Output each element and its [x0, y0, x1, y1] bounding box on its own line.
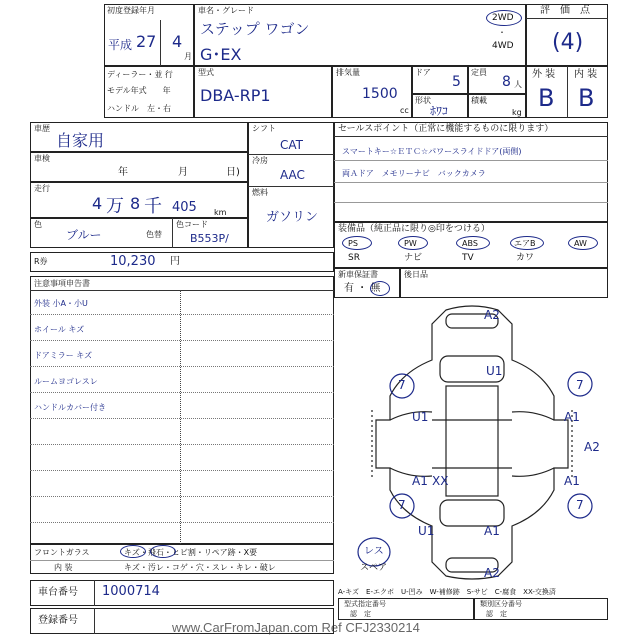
spare-text: スペア — [360, 563, 388, 573]
damage-legend: A-キズ E-エクボ U-凹み W-補修跡 S-サビ C-腐食 XX-交換済 — [338, 588, 556, 596]
damage-roof: U1 — [486, 364, 503, 378]
note-line-5: ハンドルカバー付き — [34, 403, 106, 412]
month-unit: 月 — [184, 52, 192, 61]
displacement-value: 1500 — [362, 86, 398, 102]
note-rule-line — [30, 418, 334, 419]
mileage-rest: 405 — [172, 200, 197, 215]
damage-right-front-tire: 7 — [576, 378, 584, 392]
first-reg-label: 初度登録年月 — [107, 6, 155, 15]
model-year-label: モデル年式 年 — [107, 86, 171, 95]
drive-4wd: 4WD — [492, 41, 514, 51]
usage-value: 自家用 — [56, 131, 105, 150]
capacity-unit: 人 — [514, 80, 522, 89]
note-rule-line — [30, 366, 334, 367]
note-line-3: ドアミラー キズ — [34, 351, 93, 360]
capacity-value: 8 — [502, 74, 511, 90]
km-unit: km — [214, 208, 227, 217]
chassis-label: 車台番号 — [38, 587, 78, 598]
capacity-label: 定員 — [471, 68, 487, 77]
equip-abs: ABS — [462, 239, 478, 248]
recycle-box — [30, 252, 334, 272]
type-label: 型式 — [198, 68, 214, 77]
note-rule-line — [30, 444, 334, 445]
mileage-sen: 千 — [144, 196, 162, 217]
damage-left-rear: A1 — [412, 474, 428, 488]
inspection-box — [30, 152, 248, 182]
mileage-4: 4 — [92, 194, 103, 213]
note-line-2: ホイール キズ — [34, 325, 85, 334]
displacement-label: 排気量 — [336, 68, 360, 77]
glass-front-label: フロントガラス — [34, 548, 90, 557]
damage-rear-left: U1 — [418, 524, 435, 538]
usage-label: 車歴 — [34, 124, 50, 133]
selling-point-2: 両Ａドア メモリーナビ バックカメラ — [342, 169, 486, 178]
shift-value: CAT — [280, 138, 303, 152]
notes-title: 注意事項申告書 — [34, 279, 90, 288]
type-spec-sub: 認 定 — [350, 610, 371, 618]
drive-2wd: 2WD — [492, 13, 514, 23]
selling-points-title: セールスポイント（正常に機能するものに限ります） — [338, 124, 554, 134]
equip-leather: カワ — [516, 253, 535, 263]
reg-number-label: 登録番号 — [38, 615, 78, 626]
damage-left-front-tire: 7 — [398, 378, 406, 392]
color-value: ブルー — [66, 228, 102, 242]
score-value: (4) — [552, 30, 584, 55]
exterior-grade: B — [538, 84, 555, 112]
handle-label: ハンドル 左・右 — [107, 104, 171, 113]
warranty-no-circle — [370, 281, 390, 296]
equip-navi: ナビ — [404, 253, 423, 263]
inspection-day: 日) — [226, 167, 240, 178]
door-value: 5 — [452, 74, 461, 90]
inspection-year: 年 — [118, 167, 128, 178]
interior-grade: B — [578, 84, 595, 112]
recycle-label: R券 — [34, 257, 48, 266]
glass-interior-label: 内 装 — [54, 563, 73, 572]
damage-right-rear: A1 — [564, 474, 580, 488]
shape-label: 形状 — [415, 96, 431, 105]
note-line-1: 外装 小A・小U — [34, 299, 88, 308]
color-label: 色 — [34, 220, 42, 229]
equip-ps: PS — [348, 239, 358, 248]
dealer-label: ディーラー・並 行 — [107, 70, 173, 79]
car-diagram — [336, 300, 608, 582]
watermark: www.CarFromJapan.com Ref CFJ2330214 — [172, 620, 420, 635]
damage-left-side: U1 — [412, 410, 429, 424]
warranty-value: 有 ・ 無 — [344, 283, 381, 294]
note-rule-line — [30, 314, 334, 315]
glass-front-value: キズ・飛石・ヒビ割・リペア跡・X要 — [124, 548, 258, 557]
damage-right-side-front: A1 — [564, 410, 580, 424]
damage-right-rear-tire: 7 — [576, 498, 584, 512]
reg-month: 4 — [172, 32, 183, 51]
damage-front-bumper: A2 — [484, 308, 500, 322]
note-rule-line — [30, 470, 334, 471]
reg-year: 27 — [136, 32, 157, 51]
reg-era: 平成 — [108, 38, 133, 52]
drive-dot: ・ — [498, 28, 506, 37]
car-grade: G･EX — [200, 45, 242, 64]
equip-pw: PW — [404, 239, 417, 248]
type-spec-label: 型式指定番号 — [344, 600, 386, 608]
equip-aw: AW — [574, 239, 587, 248]
note-rule-line — [30, 340, 334, 341]
fuel-label: 燃料 — [252, 188, 268, 197]
class-sub: 認 定 — [486, 610, 507, 618]
damage-rear-center: A1 — [484, 524, 500, 538]
glass-scratch-circle — [120, 545, 146, 558]
after-box — [400, 268, 608, 298]
shape-value: ﾎﾜｺ — [430, 104, 449, 118]
chassis-value: 1000714 — [102, 584, 160, 599]
fuel-value: ガソリン — [266, 210, 319, 225]
score-label: 評 価 点 — [540, 5, 590, 16]
inspection-label: 車検 — [34, 154, 50, 163]
recycle-amount: 10,230 — [110, 254, 156, 269]
warranty-label: 新車保証書 — [338, 270, 378, 279]
load-unit: kg — [512, 108, 522, 117]
damage-left-rear-xx: XX — [432, 474, 449, 488]
note-line-4: ルームヨゴレスレ — [34, 377, 98, 386]
color-code: B553P/ — [190, 232, 229, 245]
equip-sr: SR — [348, 253, 360, 263]
glass-interior-value: キズ・汚レ・コゲ・穴・スレ・キレ・破レ — [124, 563, 276, 572]
equip-airbag: エアB — [514, 239, 536, 248]
color-code-label: 色コード — [176, 220, 208, 229]
type-value: DBA-RP1 — [200, 86, 271, 105]
ac-label: 冷房 — [252, 156, 268, 165]
note-rule-line — [30, 496, 334, 497]
load-label: 積載 — [471, 96, 487, 105]
spare-label: レス — [364, 546, 384, 557]
selling-point-1: スマートキー☆ＥＴＣ☆パワースライドドア(両側) — [342, 147, 522, 156]
interior-label: 内 装 — [574, 69, 598, 80]
equip-tv: TV — [462, 253, 474, 263]
mileage-8: 8 — [130, 194, 141, 213]
mileage-man: 万 — [106, 196, 124, 217]
note-rule-line — [30, 522, 334, 523]
damage-rear-bumper: A2 — [484, 566, 500, 580]
equipment-title: 装備品（純正品に限り◎印をつける） — [338, 224, 490, 234]
damage-left-rear-tire: 7 — [398, 498, 406, 512]
class-label: 類別区分番号 — [480, 600, 522, 608]
after-label: 後日品 — [404, 270, 428, 279]
glass-chip-circle — [150, 545, 176, 558]
door-label: ドア — [415, 68, 431, 77]
shift-label: シフト — [252, 124, 276, 133]
inspection-month: 月 — [178, 167, 188, 178]
mileage-label: 走行 — [34, 184, 50, 193]
note-rule-line — [30, 392, 334, 393]
car-name: ステップ ワゴン — [200, 20, 310, 38]
car-name-label: 車名・グレード — [198, 6, 254, 15]
ac-value: AAC — [280, 168, 305, 182]
recycle-unit: 円 — [170, 256, 180, 267]
damage-right-side: A2 — [584, 440, 600, 454]
exterior-label: 外 装 — [532, 69, 556, 80]
color-swap-label: 色替 — [146, 230, 162, 239]
cc-unit: cc — [400, 106, 409, 115]
